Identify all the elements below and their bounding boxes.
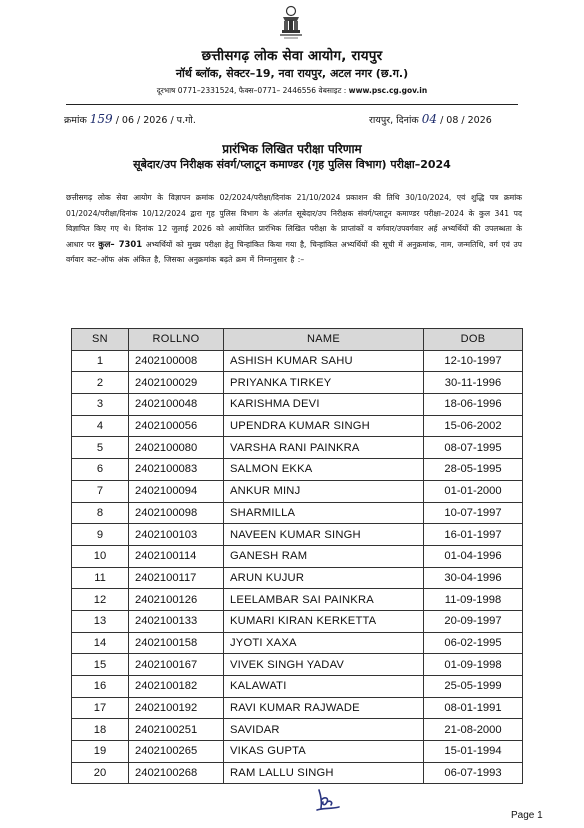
- cell-dob: 11-09-1998: [424, 589, 523, 611]
- cell-rollno: 2402100008: [129, 350, 224, 372]
- cell-sn: 17: [72, 697, 129, 719]
- cell-name: LEELAMBAR SAI PAINKRA: [224, 589, 424, 611]
- cell-dob: 12-10-1997: [424, 350, 523, 372]
- cell-rollno: 2402100126: [129, 589, 224, 611]
- cell-sn: 11: [72, 567, 129, 589]
- page-number: Page 1: [511, 810, 543, 821]
- cell-name: RAVI KUMAR RAJWADE: [224, 697, 424, 719]
- table-body: [72, 350, 523, 784]
- table-row: [72, 589, 523, 611]
- cell-sn: 18: [72, 719, 129, 741]
- reference-number-prefix: क्रमांक: [64, 115, 87, 126]
- table-row: [72, 502, 523, 524]
- cell-dob: 08-01-1991: [424, 697, 523, 719]
- cell-sn: 15: [72, 654, 129, 676]
- reference-date: [369, 112, 492, 126]
- reference-date-prefix: रायपुर, दिनांक: [369, 115, 419, 126]
- table-row: [72, 459, 523, 481]
- cell-name: SAVIDAR: [224, 719, 424, 741]
- table-header-row: [72, 329, 523, 351]
- table-row: [72, 762, 523, 784]
- cell-name: GANESH RAM: [224, 545, 424, 567]
- cell-name: ARUN KUJUR: [224, 567, 424, 589]
- cell-rollno: 2402100094: [129, 480, 224, 502]
- cell-rollno: 2402100133: [129, 610, 224, 632]
- cell-dob: 25-05-1999: [424, 676, 523, 698]
- document-subtitle: सूबेदार/उप निरीक्षक संवर्ग/प्लाटून कमाण्डर (गृह पुलिस विभाग) परीक्षा–2024: [133, 158, 451, 171]
- cell-rollno: 2402100268: [129, 762, 224, 784]
- table-row: [72, 697, 523, 719]
- cell-rollno: 2402100098: [129, 502, 224, 524]
- website-link[interactable]: www.psc.cg.gov.in: [348, 86, 428, 95]
- table-row: [72, 372, 523, 394]
- table-row: [72, 632, 523, 654]
- table-row: [72, 676, 523, 698]
- cell-name: UPENDRA KUMAR SINGH: [224, 415, 424, 437]
- cell-rollno: 2402100158: [129, 632, 224, 654]
- cell-dob: 10-07-1997: [424, 502, 523, 524]
- cell-name: SHARMILLA: [224, 502, 424, 524]
- table-row: [72, 610, 523, 632]
- cell-sn: 9: [72, 524, 129, 546]
- cell-name: JYOTI XAXA: [224, 632, 424, 654]
- cell-sn: 10: [72, 545, 129, 567]
- cell-dob: 01-04-1996: [424, 545, 523, 567]
- cell-dob: 06-02-1995: [424, 632, 523, 654]
- cell-name: VARSHA RANI PAINKRA: [224, 437, 424, 459]
- header-divider: [66, 104, 518, 105]
- results-table: [71, 328, 523, 784]
- table-row: [72, 437, 523, 459]
- header-name: NAME: [224, 329, 424, 351]
- table-row: [72, 719, 523, 741]
- cell-sn: 2: [72, 372, 129, 394]
- cell-dob: 21-08-2000: [424, 719, 523, 741]
- intro-text-part2: अभ्यर्थियों को मुख्य परीक्षा हेतु चिन्हांकित किया गया है, चिन्हांकित अभ्यर्थियों की सूची में अनुक्रमांक, नाम, जन्मतिथि, वर्ग एवं उप वर्गवार कट–ऑफ अंक अंकित है, जिसका अनुक्रमांक बढ़ते क्रम में निम्नानुसार है :–: [66, 239, 522, 265]
- cell-sn: 14: [72, 632, 129, 654]
- cell-dob: 08-07-1995: [424, 437, 523, 459]
- cell-sn: 5: [72, 437, 129, 459]
- cell-sn: 12: [72, 589, 129, 611]
- cell-rollno: 2402100265: [129, 741, 224, 763]
- table-row: [72, 480, 523, 502]
- cell-dob: 20-09-1997: [424, 610, 523, 632]
- table-row: [72, 415, 523, 437]
- cell-dob: 30-11-1996: [424, 372, 523, 394]
- cell-sn: 19: [72, 741, 129, 763]
- table-row: [72, 394, 523, 416]
- cell-sn: 20: [72, 762, 129, 784]
- table-row: [72, 524, 523, 546]
- cell-rollno: 2402100029: [129, 372, 224, 394]
- intro-text-part1: छत्तीसगढ़ लोक सेवा आयोग के विज्ञापन क्रमांक 02/2024/परीक्षा/दिनांक 21/10/2024 प्रकाशन की तिथि 30/10/2024, एवं शुद्धि पत्र क्रमांक 01/2024/परीक्षा/दिनांक 10/12/2024 द्वारा गृह पुलिस विभाग के अंतर्गत सूबेदार/उप निरीक्षक संवर्ग/प्लाटून कमाण्डर परीक्षा–2024 के कुल 341 पद विज्ञापित किए गए थे। दिनांक 12 जुलाई 2026 को आयोजित प्रारंभिक लिखित परीक्षा के प्राप्तांकों व वर्गवार/उपवर्गवार अर्ह अभ्यर्थियों की उपलब्धता के आधार पर: [66, 193, 522, 249]
- reference-number: [64, 112, 196, 126]
- cell-name: KARISHMA DEVI: [224, 394, 424, 416]
- cell-rollno: 2402100167: [129, 654, 224, 676]
- table-row: [72, 350, 523, 372]
- intro-total-count: कुल– 7301: [98, 238, 143, 249]
- signature-mark: [313, 786, 343, 814]
- cell-sn: 1: [72, 350, 129, 372]
- table-row: [72, 567, 523, 589]
- cell-name: ANKUR MINJ: [224, 480, 424, 502]
- cell-rollno: 2402100083: [129, 459, 224, 481]
- cell-dob: 28-05-1995: [424, 459, 523, 481]
- cell-name: SALMON EKKA: [224, 459, 424, 481]
- table-row: [72, 741, 523, 763]
- table-row: [72, 545, 523, 567]
- table-row: [72, 654, 523, 676]
- cell-rollno: 2402100192: [129, 697, 224, 719]
- cell-name: ASHISH KUMAR SAHU: [224, 350, 424, 372]
- cell-dob: 15-01-1994: [424, 741, 523, 763]
- cell-dob: 06-07-1993: [424, 762, 523, 784]
- contact-details: दूरभाष 0771–2331524, फैक्स–0771– 2446556 वेबसाइट :: [156, 86, 349, 95]
- cell-name: PRIYANKA TIRKEY: [224, 372, 424, 394]
- organization-name: छत्तीसगढ़ लोक सेवा आयोग, रायपुर: [201, 48, 383, 64]
- header-rollno: ROLLNO: [129, 329, 224, 351]
- cell-rollno: 2402100056: [129, 415, 224, 437]
- intro-paragraph: [66, 190, 522, 268]
- state-emblem-icon: [274, 4, 308, 40]
- cell-sn: 6: [72, 459, 129, 481]
- cell-sn: 4: [72, 415, 129, 437]
- organization-address: नॉर्थ ब्लॉक, सेक्टर–19, नवा रायपुर, अटल नगर (छ.ग.): [175, 67, 409, 80]
- cell-dob: 15-06-2002: [424, 415, 523, 437]
- cell-sn: 8: [72, 502, 129, 524]
- cell-rollno: 2402100117: [129, 567, 224, 589]
- cell-rollno: 2402100080: [129, 437, 224, 459]
- cell-name: RAM LALLU SINGH: [224, 762, 424, 784]
- cell-name: VIVEK SINGH YADAV: [224, 654, 424, 676]
- cell-dob: 30-04-1996: [424, 567, 523, 589]
- cell-dob: 18-06-1996: [424, 394, 523, 416]
- cell-rollno: 2402100103: [129, 524, 224, 546]
- cell-rollno: 2402100182: [129, 676, 224, 698]
- cell-rollno: 2402100251: [129, 719, 224, 741]
- cell-name: NAVEEN KUMAR SINGH: [224, 524, 424, 546]
- cell-sn: 3: [72, 394, 129, 416]
- header-sn: SN: [72, 329, 129, 351]
- document-title: प्रारंभिक लिखित परीक्षा परिणाम: [222, 142, 362, 156]
- cell-name: VIKAS GUPTA: [224, 741, 424, 763]
- cell-dob: 01-01-2000: [424, 480, 523, 502]
- organization-contact: [0, 86, 584, 96]
- reference-number-suffix: / 06 / 2026 / प.गो.: [115, 115, 196, 126]
- cell-name: KUMARI KIRAN KERKETTA: [224, 610, 424, 632]
- header-dob: DOB: [424, 329, 523, 351]
- reference-date-handwritten: 04: [421, 112, 438, 126]
- cell-dob: 01-09-1998: [424, 654, 523, 676]
- cell-name: KALAWATI: [224, 676, 424, 698]
- reference-date-suffix: / 08 / 2026: [440, 115, 492, 126]
- cell-rollno: 2402100048: [129, 394, 224, 416]
- cell-sn: 16: [72, 676, 129, 698]
- cell-rollno: 2402100114: [129, 545, 224, 567]
- cell-sn: 7: [72, 480, 129, 502]
- cell-dob: 16-01-1997: [424, 524, 523, 546]
- cell-sn: 13: [72, 610, 129, 632]
- reference-number-handwritten: 159: [89, 112, 113, 126]
